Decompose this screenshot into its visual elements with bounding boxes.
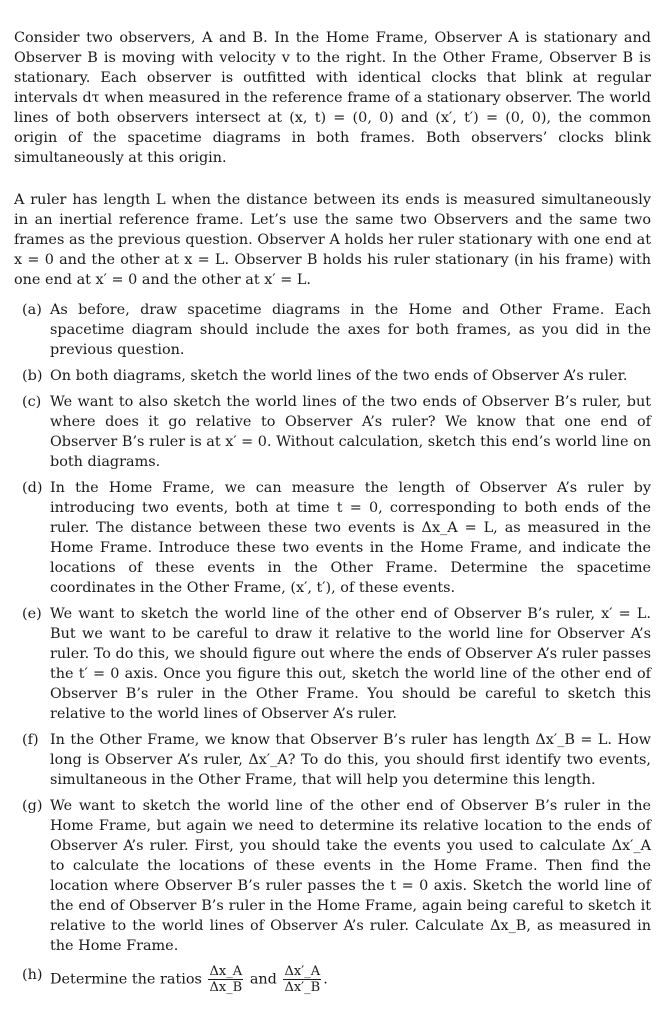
item-text: On both diagrams, sketch the world lines of the two ends of Observer A’s ruler. (50, 368, 628, 384)
intro-paragraph: Consider two observers, A and B. In the Home Frame, Observer A is stationary and Observer B is moving with velocity v to the right. In the Other Frame, Observer B is stationary. Each observer is outfitted with identical clocks that blink at regular intervals dτ when measured in the reference frame of a stationary observer. The world lines of both observers intersect at (x, t) = (0, 0) and (x′, t′) = (0, 0), the common origin of the spacetime diagrams in both frames. Both observers’ clocks blink simultaneously at this origin. (14, 30, 651, 166)
question-item-d (14, 478, 651, 598)
item-label: (h) (22, 967, 43, 983)
question-list (14, 300, 651, 995)
item-label: (f) (22, 732, 39, 748)
question-item-f (14, 730, 651, 790)
fraction-denominator: Δx′_B (284, 980, 321, 995)
joiner-text: and (249, 971, 277, 988)
fraction-numerator: Δx′_A (284, 964, 321, 979)
item-label: (c) (22, 394, 42, 410)
question-item-c (14, 392, 651, 472)
item-text: We want to sketch the world line of the other end of Observer B’s ruler in the Home Frame, but again we need to determine its relative location to the ends of Observer A’s ruler. First, you should take the events you used to calculate Δx′_A to calculate the locations of these events in the Home Frame. Then find the location where Observer B’s ruler passes the t = 0 axis. Sketch the world line of the end of Observer B’s ruler in the Home Frame, again being careful to sketch it relative to the world lines of Observer A’s ruler. Calculate Δx_B, as measured in the Home Frame. (50, 798, 651, 954)
question-item-b (14, 366, 651, 386)
item-label: (b) (22, 368, 43, 384)
item-lead-text: Determine the ratios (50, 971, 202, 988)
question-item-h (14, 964, 651, 995)
item-label: (e) (22, 606, 42, 622)
ratio-fraction-other (283, 964, 321, 995)
item-text: We want to also sketch the world lines of the two ends of Observer B’s ruler, but where does it go relative to Observer A’s ruler? We know that one end of Observer B’s ruler is at x′ = 0. Without calculation, sketch this end’s world line on both diagrams. (50, 394, 652, 470)
item-text: In the Other Frame, we know that Observer B’s ruler has length Δx′_B = L. How long is Observer A’s ruler, Δx′_A? To do this, you should first identify two events, simultaneous in the Other Frame, that will help you determine this length. (50, 732, 651, 788)
ratio-fraction-home (208, 964, 243, 995)
item-label: (g) (22, 798, 43, 814)
item-label: (a) (22, 302, 42, 318)
item-text: As before, draw spacetime diagrams in the Home and Other Frame. Each spacetime diagram should include the axes for both frames, as you did in the previous question. (50, 302, 651, 358)
fraction-denominator: Δx_B (209, 980, 243, 995)
question-item-e (14, 604, 651, 724)
fraction-numerator: Δx_A (209, 964, 243, 979)
item-label: (d) (22, 480, 43, 496)
ruler-paragraph: A ruler has length L when the distance between its ends is measured simultaneously in an inertial reference frame. Let’s use the same two Observers and the same two frames as the previous question. Observer A holds her ruler stationary with one end at x = 0 and the other at x = L. Observer B holds his ruler stationary (in his frame) with one end at x′ = 0 and the other at x′ = L. (14, 192, 651, 288)
item-text: In the Home Frame, we can measure the length of Observer A’s ruler by introducing two events, both at time t = 0, corresponding to both ends of the ruler. The distance between these two events is Δx_A = L, as measured in the Home Frame. Introduce these two events in the Home Frame, and indicate the locations of these events in the Other Frame. Determine the spacetime coordinates in the Other Frame, (x′, t′), of these events. (50, 480, 651, 596)
question-item-a (14, 300, 651, 360)
question-item-g (14, 796, 651, 956)
item-text: We want to sketch the world line of the other end of Observer B’s ruler, x′ = L. But we want to be careful to draw it relative to the world line for Observer A’s ruler. To do this, we should figure out where the ends of Observer A’s ruler passes the t′ = 0 axis. Once you figure this out, sketch the world line of the other end of Observer B’s ruler in the Other Frame. You should be careful to sketch this relative to the world lines of Observer A’s ruler. (50, 606, 651, 722)
end-punctuation: . (323, 971, 328, 988)
